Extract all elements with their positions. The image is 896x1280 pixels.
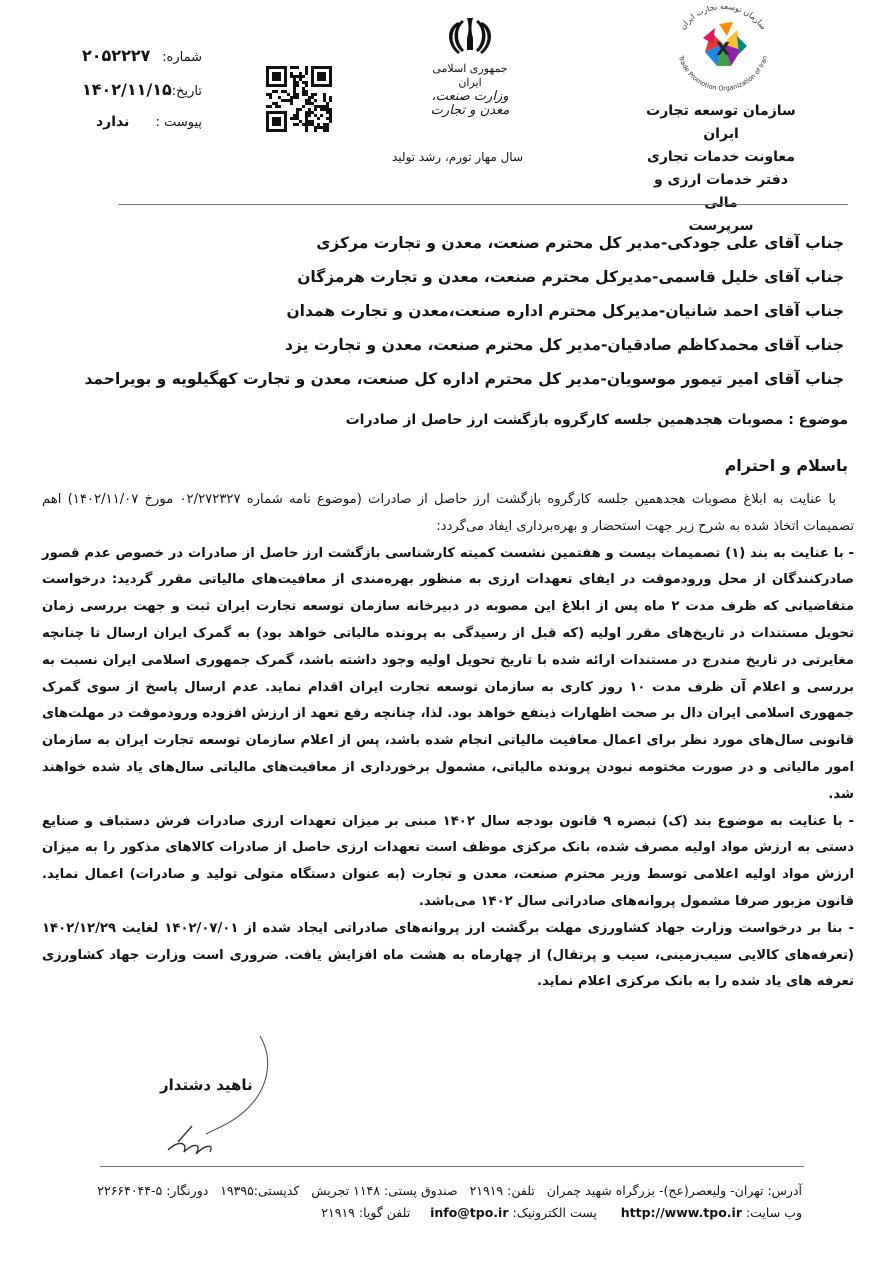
address-label: آدرس: — [767, 1183, 802, 1198]
org-line: معاونت خدمات تجاری — [646, 149, 796, 165]
letter-meta — [82, 46, 202, 134]
greeting: باسلام و احترام — [724, 456, 848, 475]
address: تهران- ولیعصر(عج)- بزرگراه شهید چمران — [546, 1183, 764, 1198]
signature-mark — [148, 1030, 278, 1164]
letter-footer — [82, 1180, 802, 1224]
addressee-list — [84, 226, 844, 396]
pobox: ۱۱۴۸ تجریش — [311, 1183, 380, 1198]
phone-label: تلفن: — [507, 1183, 535, 1198]
letter-number: ۲۰۵۲۲۲۷ — [82, 46, 151, 65]
organization-block — [646, 100, 796, 238]
logo-persian-text: سازمان توسعه تجارت ایران — [678, 6, 768, 32]
addressee-line: جناب آقای امیر تیمور موسویان-مدیر کل محترم اداره کل صنعت، معدن و تجارت کهگیلویه و بویراحمد — [84, 370, 844, 388]
header-divider — [118, 204, 848, 205]
addressee-line: جناب آقای علی جودکی-مدیر کل محترم صنعت، معدن و تجارت مرکزی — [316, 234, 844, 252]
year-slogan: سال مهار تورم، رشد تولید — [392, 150, 523, 164]
email-label: پست الکترونیک: — [512, 1205, 597, 1220]
fax: ۵-۲۲۶۶۴۰۴۴ — [97, 1183, 163, 1198]
qr-code[interactable] — [266, 66, 332, 132]
body-item-2: - با عنایت به موضوع بند (ک) تبصره ۹ قانون بودجه سال ۱۴۰۲ مبنی بر میزان تعهدات ارزی صادرات فرش دستباف و صنایع دستی به ارزش مواد اولیه مصرف شده، بانک مرکزی موظف است تعهدات ارزی حاصل از صادرات کالاهای مذکور را به میزان ارزش مواد اولیه اعلامی توسط وزیر محترم صنعت، معدن و تجارت (به عنوان دستگاه متولی تولید و صادرات) اعمال نماید. قانون مزبور صرفا مشمول پروانه‌های صادراتی سال ۱۴۰۲ می‌باشد. — [42, 813, 854, 909]
fax-label: دورنگار: — [166, 1183, 209, 1198]
svg-text:X: X — [716, 39, 730, 60]
voice-phone: ۲۱۹۱۹ — [321, 1205, 355, 1220]
addressee-line: جناب آقای محمدکاظم صادقیان-مدیر کل محترم صنعت، معدن و تجارت یزد — [285, 336, 844, 354]
org-line: دفتر خدمات ارزی و مالی — [653, 172, 789, 211]
footer-row-web — [82, 1202, 802, 1224]
postal-label: کدپستی: — [253, 1183, 300, 1198]
iran-emblem-icon — [425, 14, 515, 58]
body-intro: با عنایت به ابلاغ مصوبات هجدهمین جلسه کارگروه بازگشت ارز حاصل از صادرات (موضوع نامه شماره ۰۲/۲۷۲۳۲۷ مورخ ۱۴۰۲/۱۱/۰۷) اهم تصمیمات اتخاذ شده به شرح زیر جهت استحضار و بهره‌برداری ایفاد می‌گردد: — [42, 492, 854, 534]
web-label: وب سایت: — [745, 1205, 802, 1220]
website-link[interactable]: http://www.tpo.ir — [620, 1205, 742, 1220]
logo-latin-text: Trade Promotion Organization of Iran — [676, 54, 770, 93]
org-line: سرپرست — [688, 218, 754, 234]
addressee-line: جناب آقای خلیل قاسمی-مدیرکل محترم صنعت، معدن و تجارت هرمزگان — [297, 268, 844, 286]
letter-body — [42, 487, 854, 996]
ministry-line-country: جمهوری اسلامی ایران — [432, 62, 508, 89]
tpo-logo — [668, 6, 778, 96]
body-item-3: - بنا بر درخواست وزارت جهاد کشاورزی مهلت برگشت ارز پروانه‌های صادراتی ایجاد شده از ۱۴۰۲/۰۷/۰۱ لغایت ۱۴۰۲/۱۲/۲۹ (تعرفه‌های کالایی سیب‌زمینی، سیب و پرتقال) از چهارماه به هشت ماه افزایش یافت. ضروری است وزارت جهاد کشاورزی تعرفه های یاد شده را به بانک مرکزی اعلام نماید. — [42, 920, 854, 990]
number-label: شماره: — [162, 50, 202, 65]
voice-phone-label: تلفن گویا: — [358, 1205, 411, 1220]
date-label: تاریخ: — [171, 84, 202, 99]
ministry-line-name: وزارت صنعت، معدن و تجارت — [430, 89, 510, 118]
email-link[interactable]: info@tpo.ir — [430, 1205, 509, 1220]
attachment-value: ندارد — [96, 114, 130, 130]
subject-line: موضوع : مصوبات هجدهمین جلسه کارگروه بازگشت ارز حاصل از صادرات — [345, 412, 848, 428]
letter-date: ۱۴۰۲/۱۱/۱۵ — [81, 80, 172, 99]
footer-divider — [100, 1166, 804, 1167]
addressee-line: جناب آقای احمد شانیان-مدیرکل محترم اداره صنعت،معدن و تجارت همدان — [286, 302, 844, 320]
body-item-1: - با عنایت به بند (۱) تصمیمات بیست و هفتمین نشست کمیته کارشناسی بازگشت ارز حاصل از صادرات در خصوص عدم قصور صادرکنندگان از محل ورودموقت در ایفای تعهدات ارزی به منظور بهره‌مندی از معافیت‌های مالیاتی مقرر گردید: درخواست متقاضیانی که ظرف مدت ۲ ماه پس از ابلاغ این مصوبه در دبیرخانه سازمان توسعه تجارت ایران ثبت و جهت بررسی زمان تحویل مستندات در تاریخ‌های مقرر اولیه (که قبل از رسیدگی به پرونده مالیاتی خواهد بود) به گمرک ایران ارسال تا چنانچه مغایرتی در تاریخ مندرج در مستندات ارائه شده با تاریخ تحویل اولیه وجود داشته باشد، گمرک جمهوری اسلامی ایران نسبت به بررسی و اعلام آن ظرف مدت ۱۰ روز کاری به سازمان توسعه تجارت ایران اقدام نماید. عدم ارسال پاسخ از سوی گمرک جمهوری اسلامی ایران دال بر صحت اظهارات ذینفع خواهد بود. لذا، چنانچه رفع تعهد از ارزش افزوده ورودموقت در مهلت‌های قانونی سال‌های مورد نظر برای اعمال معافیت مالیاتی انجام شده باشد، پس از اعلام سازمان توسعه تجارت ایران به سازمان امور مالیاتی و در صورت مختومه نبودن پرونده مالیاتی، مشمول برخورداری از معافیت‌های مالیاتی سال‌های یاد شده خواهند شد. — [42, 545, 854, 802]
org-line: سازمان توسعه تجارت ایران — [646, 103, 796, 142]
pobox-label: صندوق پستی: — [383, 1183, 458, 1198]
phone: ۲۱۹۱۹ — [469, 1183, 504, 1198]
signer-name: ناهید دشتدار — [160, 1076, 253, 1094]
ministry-emblem — [425, 14, 515, 118]
postal-code: ۱۹۳۹۵ — [220, 1183, 254, 1198]
footer-row-contact — [82, 1180, 802, 1202]
attachment-label: پیوست : — [155, 115, 202, 130]
